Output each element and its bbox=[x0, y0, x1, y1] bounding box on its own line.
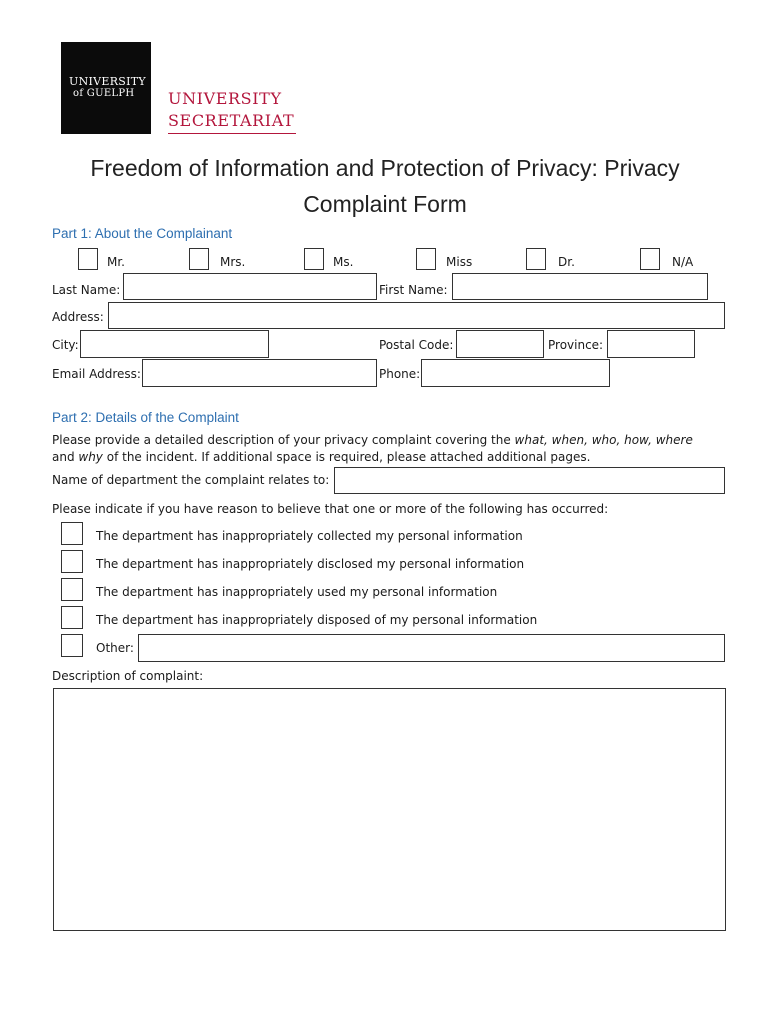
department-field[interactable] bbox=[334, 467, 725, 494]
postal-code-label: Postal Code: bbox=[379, 338, 454, 352]
salutation-checkbox-ms[interactable] bbox=[304, 248, 324, 270]
salutation-label-miss: Miss bbox=[446, 255, 473, 269]
email-label: Email Address: bbox=[52, 367, 141, 381]
other-label: Other: bbox=[96, 641, 134, 655]
part2-heading: Part 2: Details of the Complaint bbox=[52, 410, 239, 425]
secretariat-line-2: SECRETARIAT bbox=[168, 111, 295, 130]
instructions-text-1: Please provide a detailed description of your privacy complaint covering the bbox=[52, 433, 515, 447]
province-label: Province: bbox=[548, 338, 604, 352]
first-name-field[interactable] bbox=[452, 273, 708, 300]
option-label-disclosed: The department has inappropriately disclosed my personal information bbox=[96, 557, 525, 571]
last-name-label: Last Name: bbox=[52, 283, 121, 297]
part1-heading: Part 1: About the Complainant bbox=[52, 226, 233, 241]
secretariat-rule bbox=[168, 133, 296, 134]
phone-label: Phone: bbox=[379, 367, 421, 381]
option-checkbox-collected[interactable] bbox=[61, 522, 83, 545]
option-checkbox-disposed[interactable] bbox=[61, 606, 83, 629]
address-field[interactable] bbox=[108, 302, 725, 329]
last-name-field[interactable] bbox=[123, 273, 377, 300]
province-field[interactable] bbox=[607, 330, 695, 358]
salutation-checkbox-dr[interactable] bbox=[526, 248, 546, 270]
instructions-italic-2: why bbox=[78, 450, 103, 464]
other-field[interactable] bbox=[138, 634, 725, 662]
option-checkbox-other[interactable] bbox=[61, 634, 83, 657]
salutation-checkbox-mrs[interactable] bbox=[189, 248, 209, 270]
salutation-label-mr: Mr. bbox=[107, 255, 125, 269]
first-name-label: First Name: bbox=[379, 283, 448, 297]
university-of-guelph-logo bbox=[61, 42, 151, 134]
salutation-label-dr: Dr. bbox=[558, 255, 575, 269]
secretariat-line-1: UNIVERSITY bbox=[168, 89, 282, 108]
instructions-text-3: of the incident. If additional space is required, please attached additional pages. bbox=[102, 450, 591, 464]
title-line-2: Complaint Form bbox=[303, 191, 467, 217]
description-label: Description of complaint: bbox=[52, 669, 204, 683]
salutation-label-ms: Ms. bbox=[333, 255, 354, 269]
salutation-checkbox-na[interactable] bbox=[640, 248, 660, 270]
instructions-italic-1: what, when, who, how, where bbox=[514, 433, 693, 447]
part2-instructions bbox=[52, 432, 732, 466]
phone-field[interactable] bbox=[421, 359, 610, 387]
salutation-label-mrs: Mrs. bbox=[220, 255, 246, 269]
indicate-text: Please indicate if you have reason to believe that one or more of the following has occurred: bbox=[52, 502, 609, 516]
department-label: Name of department the complaint relates to: bbox=[52, 473, 330, 487]
salutation-label-na: N/A bbox=[672, 255, 694, 269]
option-label-disposed: The department has inappropriately disposed of my personal information bbox=[96, 613, 538, 627]
description-textarea[interactable] bbox=[53, 688, 726, 931]
option-checkbox-disclosed[interactable] bbox=[61, 550, 83, 573]
option-label-collected: The department has inappropriately collected my personal information bbox=[96, 529, 523, 543]
page-title bbox=[60, 150, 710, 222]
title-line-1: Freedom of Information and Protection of Privacy: Privacy bbox=[90, 155, 680, 181]
postal-code-field[interactable] bbox=[456, 330, 544, 358]
salutation-checkbox-miss[interactable] bbox=[416, 248, 436, 270]
salutation-checkbox-mr[interactable] bbox=[78, 248, 98, 270]
option-label-used: The department has inappropriately used my personal information bbox=[96, 585, 498, 599]
logo-line-1: UNIVERSITY bbox=[69, 75, 146, 88]
logo-line-2: of GUELPH bbox=[73, 88, 135, 99]
email-field[interactable] bbox=[142, 359, 377, 387]
city-field[interactable] bbox=[80, 330, 269, 358]
address-label: Address: bbox=[52, 310, 104, 324]
option-checkbox-used[interactable] bbox=[61, 578, 83, 601]
instructions-text-2: and bbox=[52, 450, 79, 464]
city-label: City: bbox=[52, 338, 79, 352]
